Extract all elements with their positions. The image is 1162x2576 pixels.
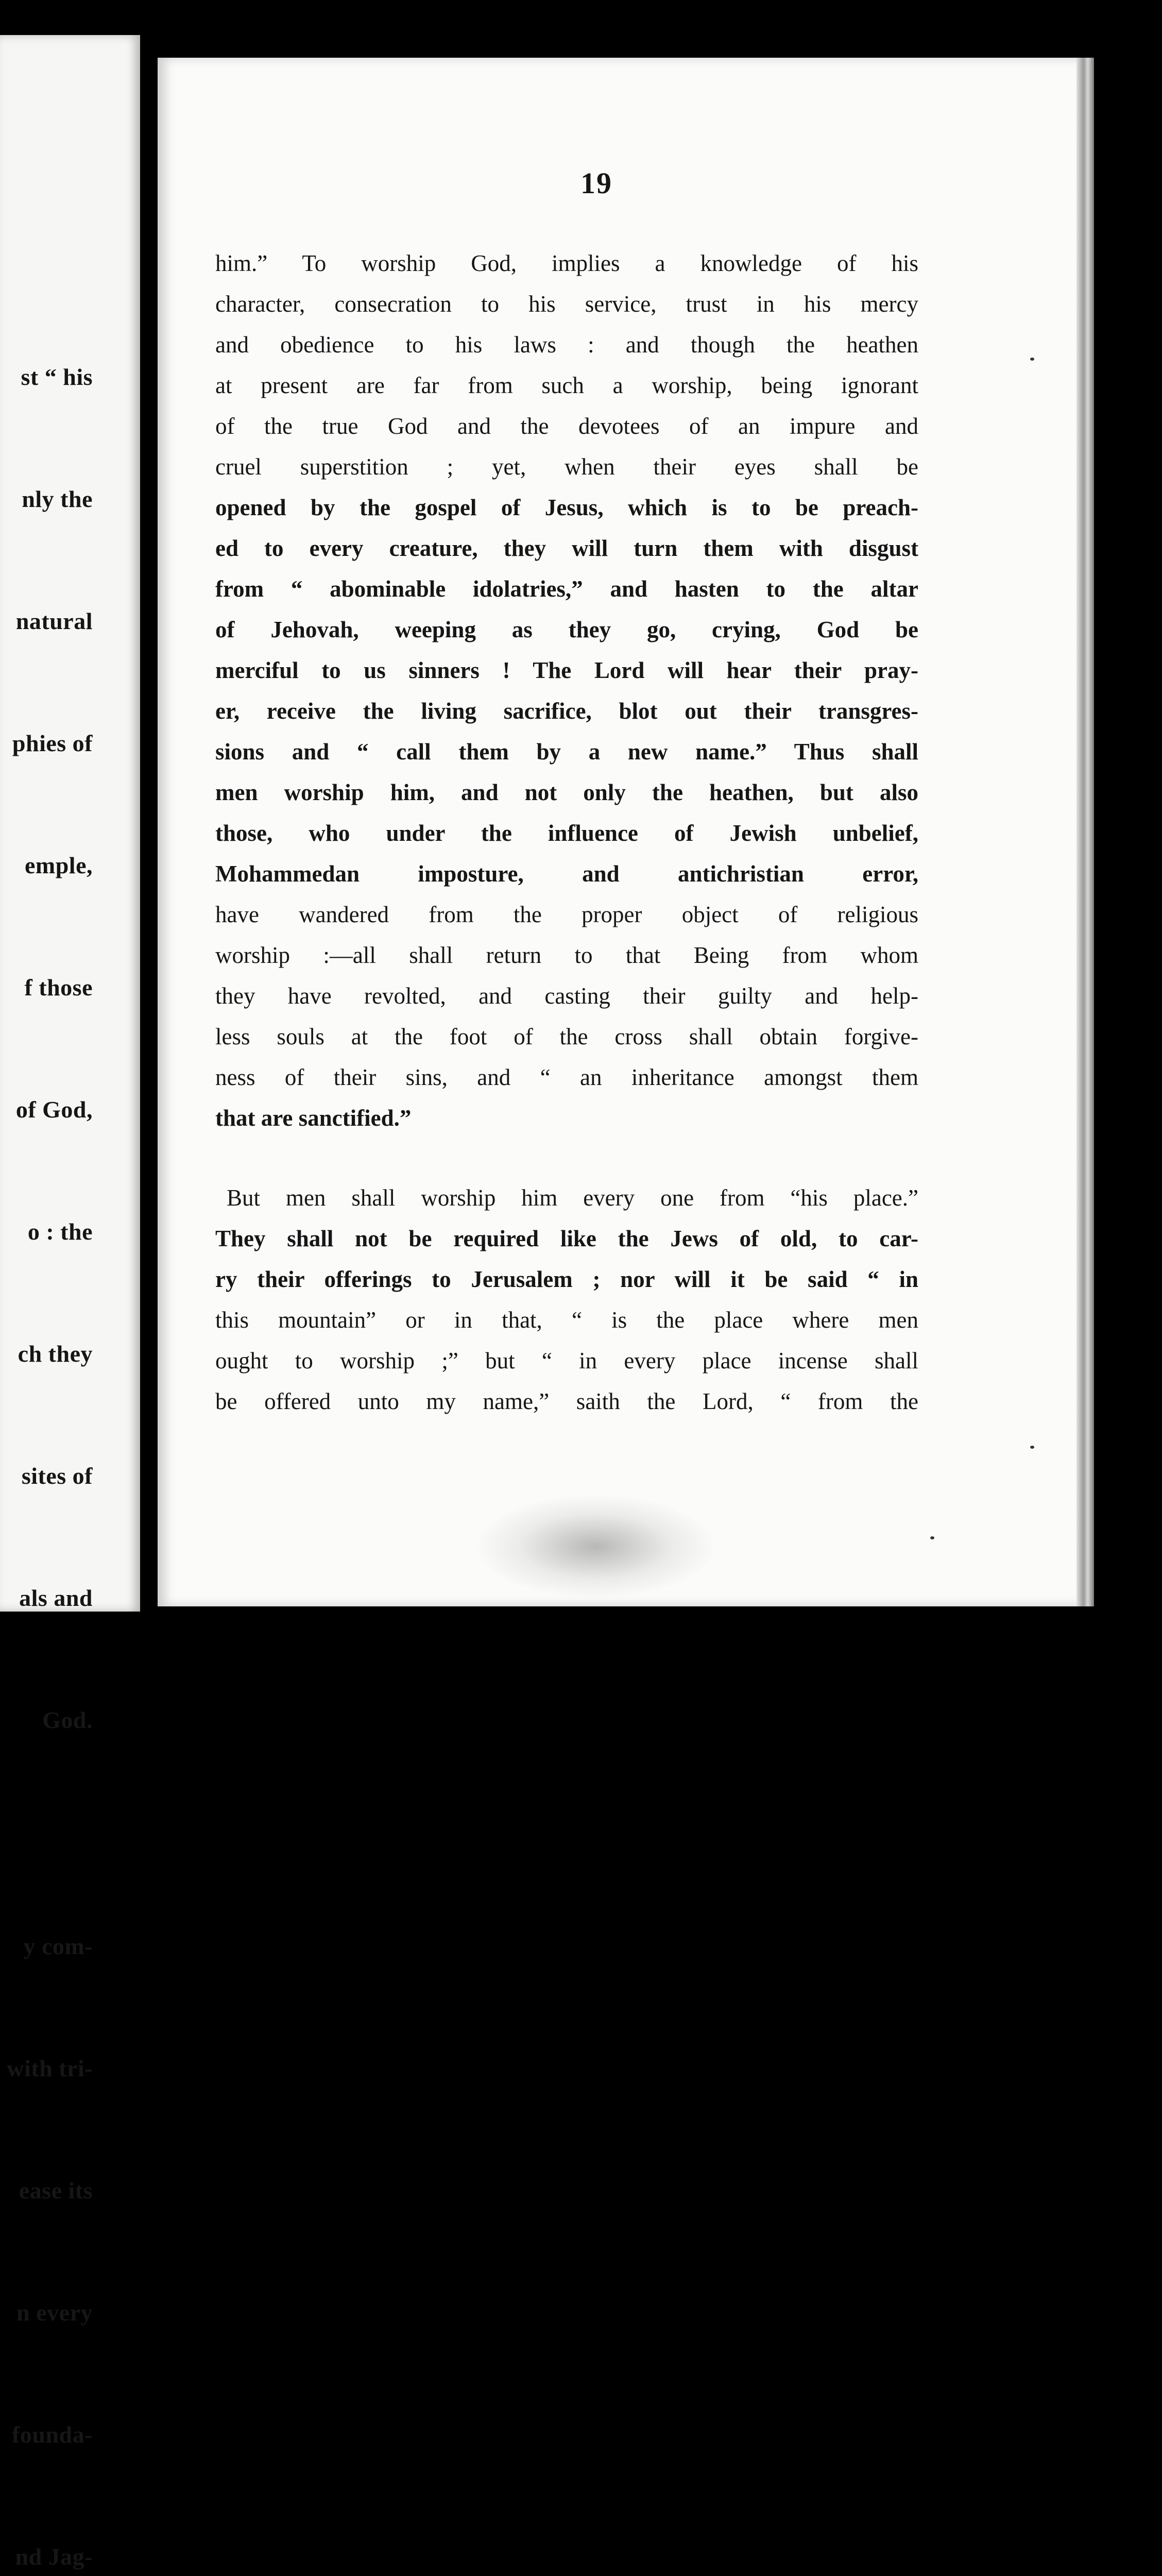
text-line: this mountain” or in that, “ is the place where men [215, 1307, 918, 1333]
text-line: less souls at the foot of the cross shall obtain forgive- [215, 1024, 918, 1049]
left-line: ch they [18, 1341, 93, 1367]
left-line: with tri- [7, 2055, 93, 2081]
text-line: him.” To worship God, implies a knowledge of his [215, 250, 918, 276]
book-page [158, 58, 1094, 1606]
text-line: they have revolted, and casting their guilty and help- [215, 983, 918, 1009]
book-spine-gap [140, 0, 158, 1653]
left-line: st “ his [21, 364, 93, 390]
left-line: y com- [23, 1933, 93, 1959]
left-line: nly the [22, 486, 93, 512]
text-line: be offered unto my name,” saith the Lord, “ from the [215, 1388, 918, 1414]
left-line: sites of [21, 1463, 93, 1489]
ink-speck [1030, 1446, 1034, 1449]
left-line: natural [15, 608, 93, 634]
text-line: ness of their sins, and “ an inheritance amongst them [215, 1064, 918, 1090]
text-line: have wandered from the proper object of religious [215, 902, 918, 927]
text-line: that are sanctified.” [215, 1105, 412, 1131]
left-line: emple, [24, 852, 93, 878]
text-line: of the true God and the devotees of an impure and [215, 413, 918, 439]
text-line: sions and “ call them by a new name.” Thus shall [215, 739, 918, 765]
left-line: nd Jag- [15, 2544, 93, 2570]
text-line: worship :—all shall return to that Being from whom [215, 942, 918, 968]
text-line: men worship him, and not only the heathen, but also [215, 779, 918, 805]
left-line: founda- [12, 2421, 93, 2448]
previous-page-text [6, 275, 93, 2576]
text-line: er, receive the living sacrifice, blot out their transgres- [215, 698, 918, 724]
text-line: at present are far from such a worship, being ignorant [215, 372, 918, 398]
left-line: ease its [19, 2177, 93, 2204]
text-line: Mohammedan imposture, and antichristian error, [215, 861, 918, 887]
text-line: ry their offerings to Jerusalem ; nor will it be said “ in [215, 1266, 918, 1292]
left-line: phies of [12, 730, 93, 756]
text-line: and obedience to his laws : and though the heathen [215, 332, 918, 358]
page-number: 19 [580, 166, 612, 200]
text-line: But men shall worship him every one from “his place.” [227, 1185, 918, 1211]
left-line: God. [42, 1707, 93, 1733]
ink-speck [1030, 358, 1034, 361]
previous-page-fragment [0, 35, 140, 2570]
left-line: n every [16, 2299, 93, 2326]
text-line: ought to worship ;” but “ in every place incense shall [215, 1348, 918, 1374]
text-line: merciful to us sinners ! The Lord will hear their pray- [215, 657, 918, 683]
text-line: those, who under the influence of Jewish unbelief, [215, 820, 918, 846]
text-line: ed to every creature, they will turn them with disgust [215, 535, 918, 561]
text-line: They shall not be required like the Jews of old, to car- [215, 1226, 918, 1251]
left-line: f those [24, 974, 93, 1001]
left-line: als and [19, 1585, 93, 1611]
text-line: of Jehovah, weeping as they go, crying, God be [215, 617, 918, 642]
left-line: of God, [15, 1096, 93, 1123]
text-line: character, consecration to his service, trust in his mercy [215, 291, 918, 317]
left-line: o : the [27, 1218, 93, 1245]
ink-speck [930, 1536, 934, 1539]
text-line: cruel superstition ; yet, when their eyes shall be [215, 454, 918, 480]
text-line: from “ abominable idolatries,” and hasten to the altar [215, 576, 918, 602]
page-body-text [215, 243, 918, 1422]
text-line: opened by the gospel of Jesus, which is to be preach- [215, 495, 918, 520]
ink-smudge [477, 1495, 714, 1598]
page-edge [1076, 58, 1094, 1606]
